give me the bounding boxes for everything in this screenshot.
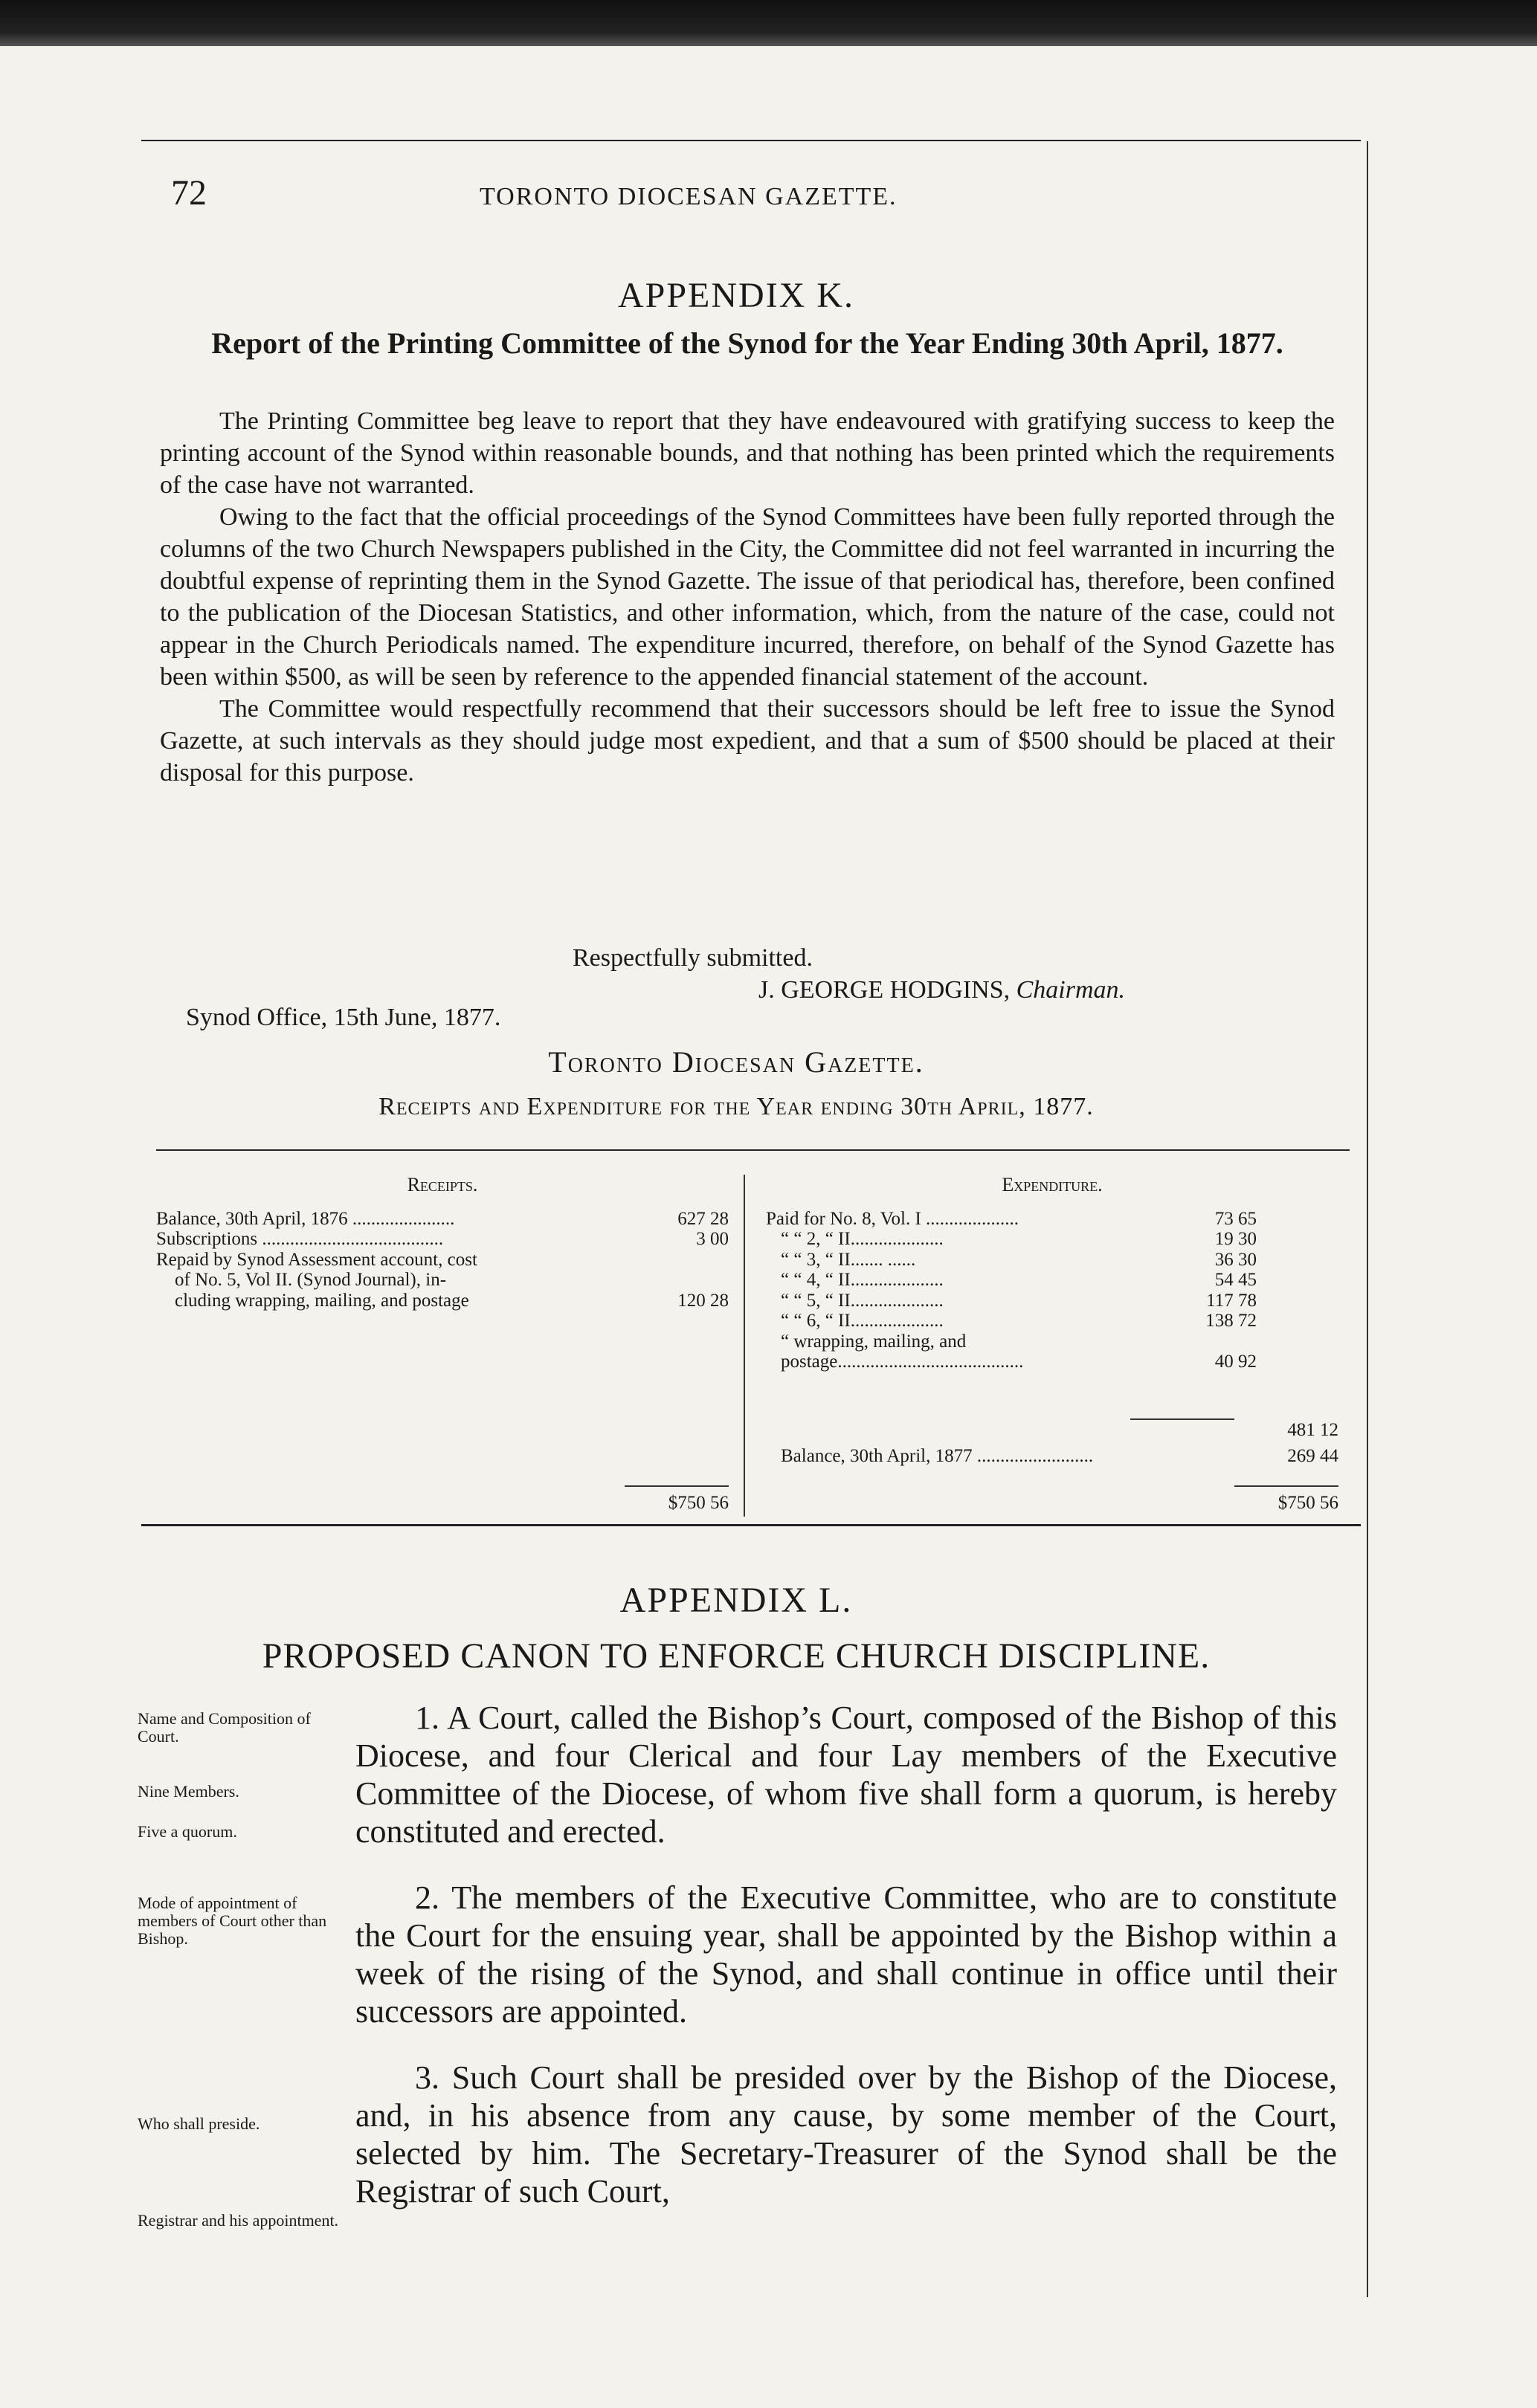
receipts-amount [662,1250,729,1271]
statement-title: Toronto Diocesan Gazette. [548,1045,924,1079]
side-note: Nine Members. [138,1782,239,1801]
expenditure-row [766,1352,1338,1372]
ledger-bottom-rule [141,1524,1361,1526]
receipts-amount [662,1270,729,1291]
receipts-row [156,1270,729,1291]
expenditure-row [766,1250,1338,1271]
receipts-column [156,1175,729,1311]
canon-section-2: 2. The members of the Executive Committee, who are to constitute the Court for the ensuing year, shall be appointed by the Bishop within a week of the rising of the Synod, and shall continue in office until their successors are appointed. [355,1879,1337,2030]
receipts-row [156,1291,729,1311]
appendix-k-body [160,405,1335,789]
expenditure-row [766,1331,1338,1352]
expenditure-row [766,1311,1338,1331]
expenditure-amount: 138 72 [1205,1311,1257,1331]
expenditure-amount: 36 30 [1214,1249,1257,1270]
side-note: Name and Composition of Court. [138,1709,311,1746]
statement-subtitle: Receipts and Expenditure for the Year ending 30th April, 1877. [378,1093,1094,1120]
receipts-total-rule [625,1485,729,1487]
expenditure-amount: 117 78 [1206,1290,1257,1311]
header-rule [141,140,1361,141]
scan-top-border [0,0,1537,46]
expenditure-label: Paid for No. 8, Vol. I .................... [766,1208,1019,1229]
side-note: Mode of appointment of members of Court other than Bishop. [138,1894,327,1948]
report-paragraph-2: Owing to the fact that the official proceedings of the Synod Committees have been fully reported through the columns of the two Church Newspapers published in the City, the Committee did not feel warranted in incurring the doubtful expense of reprinting them in the Synod Gazette. The issue of that periodical has, therefore, been confined to the publication of the Diocesan Statistics, and other information, which, from the nature of the case, could not appear in the Church Periodicals named. The expenditure incurred, therefore, on behalf of the Synod Gazette has been within $500, as will be seen by reference to the appended financial statement of the account. [160,503,1335,691]
expenditure-label: “ “ 2, “ II.................... [781,1229,944,1249]
signature [758,976,1125,1004]
expenditure-amount [1190,1331,1257,1352]
ledger-divider [744,1175,745,1517]
receipts-heading: Receipts. [407,1174,478,1195]
receipts-amount: 120 28 [677,1290,729,1311]
page-header [130,172,1342,217]
ledger-top-rule [156,1149,1350,1151]
canon-section-3: 3. Such Court shall be presided over by the Bishop of the Diocese, and, in his absence from any cause, by some member of the Court, selected by him. The Secretary-Treasurer of the Synod shall be the Registrar of such Court, [355,2059,1337,2210]
expenditure-label: “ “ 4, “ II.................... [781,1270,944,1290]
expenditure-heading: Expenditure. [1002,1174,1103,1195]
expenditure-column [766,1175,1338,1372]
expenditure-amount: 40 92 [1214,1352,1257,1372]
page-number: 72 [171,173,207,213]
expenditure-amount: 19 30 [1214,1229,1257,1249]
side-note: Who shall preside. [138,2114,260,2133]
expenditure-row [766,1291,1338,1311]
expenditure-label: “ “ 6, “ II.................... [781,1311,944,1331]
receipts-row [156,1229,729,1250]
expenditure-row [766,1229,1338,1250]
balance-label: Balance, 30th April, 1877 ......................... [781,1446,1094,1466]
page-right-border [1367,141,1368,2297]
appendix-l-heading: APPENDIX L. [619,1581,853,1620]
expenditure-label: “ wrapping, mailing, and [781,1331,967,1352]
running-title: TORONTO DIOCESAN GAZETTE. [480,183,898,210]
receipts-amount: 3 00 [696,1229,729,1249]
appendix-k-subheading: Report of the Printing Committee of the Synod for the Year Ending 30th April, 1877. [211,326,1283,360]
receipts-label: of No. 5, Vol II. (Synod Journal), in- [175,1270,447,1290]
canon-section-1: 1. A Court, called the Bishop’s Court, composed of the Bishop of this Diocese, and four Clerical and four Lay members of the Executive Committee of the Diocese, of whom five shall form a quorum, is hereby constituted and erected. [355,1700,1337,1850]
expenditure-amount: 73 65 [1214,1208,1257,1229]
receipts-amount: 627 28 [677,1208,729,1229]
side-note: Five a quorum. [138,1822,237,1841]
receipts-row [156,1250,729,1271]
expenditure-balance [781,1446,1338,1467]
expenditure-row [766,1209,1338,1230]
expenditure-subtotal: 481 12 [1287,1420,1338,1440]
appendix-l-subheading: PROPOSED CANON TO ENFORCE CHURCH DISCIPLINE. [262,1636,1211,1676]
appendix-k-heading: APPENDIX K. [617,276,854,315]
signature-name: J. GEORGE HODGINS, [758,976,1011,1004]
expenditure-total-rule [1234,1485,1338,1487]
expenditure-subtotal-rule [1130,1418,1234,1420]
closing-line: Respectfully submitted. [573,944,813,972]
receipts-label: cluding wrapping, mailing, and postage [175,1290,469,1311]
receipts-row [156,1209,729,1230]
place-date: Synod Office, 15th June, 1877. [186,1004,501,1031]
side-note: Registrar and his appointment. [138,2211,339,2230]
expenditure-amount: 54 45 [1214,1270,1257,1290]
receipts-total: $750 56 [668,1493,729,1513]
expenditure-row [766,1270,1338,1291]
report-paragraph-3: The Committee would respectfully recommend that their successors should be left free to issue the Synod Gazette, at such intervals as they should judge most expedient, and that a sum of $500 should be placed at their disposal for this purpose. [160,695,1335,787]
expenditure-label: “ “ 3, “ II....... ...... [781,1249,916,1270]
signature-title: Chairman. [1016,976,1126,1004]
receipts-label: Repaid by Synod Assessment account, cost [156,1249,477,1270]
expenditure-label: postage........................................ [781,1352,1024,1372]
expenditure-label: “ “ 5, “ II.................... [781,1290,944,1311]
receipts-label: Balance, 30th April, 1876 ...................... [156,1208,455,1229]
receipts-label: Subscriptions ....................................... [156,1229,444,1249]
canon-sections [355,1699,1337,2210]
balance-amount: 269 44 [1287,1446,1338,1466]
report-paragraph-1: The Printing Committee beg leave to report that they have endeavoured with gratifying success to keep the printing account of the Synod within reasonable bounds, and that nothing has been printed which the requirements of the case have not warranted. [160,407,1335,499]
expenditure-total: $750 56 [1277,1493,1338,1513]
